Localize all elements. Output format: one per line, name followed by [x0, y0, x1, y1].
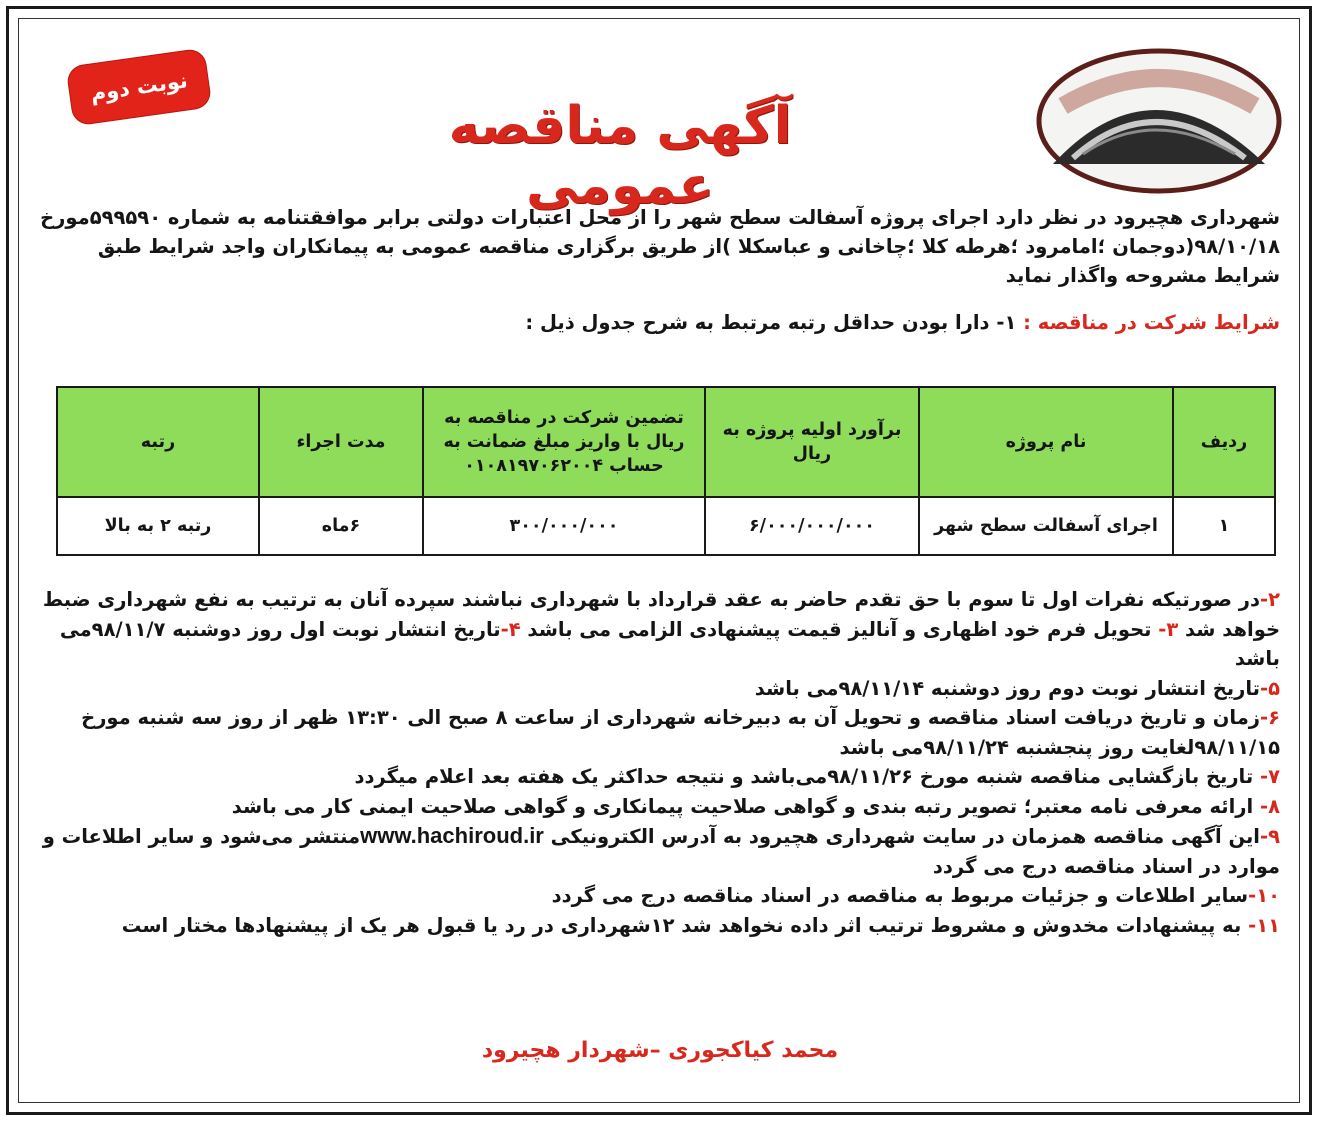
intro-paragraph: شهرداری هچیرود در نظر دارد اجرای پروژه آسفالت سطح شهر را از محل اعتبارات دولتی برابر موافقتنامه به شماره ۵۹۹۵۹۰مورخ ۹۸/۱۰/۱۸(دوجمان ؛امامرود ؛هرطه کلا ؛چاخانی و عباسکلا )از طریق برگزاری مناقصه عمومی به پیمانکاران واجد شرایط طبق شرایط مشروحه واگذار نماید [40, 206, 1280, 287]
item-text: تاریخ انتشار نوبت دوم روز دوشنبه ۹۸/۱۱/۱۴می باشد [754, 676, 1260, 700]
round-badge-label: نوبت دوم [88, 68, 190, 106]
item-number: ۱۰- [1248, 884, 1280, 907]
item-text: ارائه معرفی نامه معتبر؛ تصویر رتبه بندی و گواهی صلاحیت پیمانکاری و گواهی صلاحیت ایمنی کار می باشد [231, 794, 1260, 818]
item-text: زمان و تاریخ دریافت اسناد مناقصه و تحویل آن به دبیرخانه شهرداری از ساعت ۸ صبح الی ۱۳:۳۰ ظهر از روز سه شنبه مورخ ۹۸/۱۱/۱۵لغایت روز پنجشنبه ۹۸/۱۱/۲۴می باشد [81, 706, 1280, 759]
list-item [40, 821, 1280, 881]
header-estimate: برآورد اولیه پروژه به ریال [705, 387, 919, 497]
item-number: ۵- [1260, 676, 1280, 700]
item-text: تاریخ بازگشایی مناقصه شنبه مورخ ۹۸/۱۱/۲۶می‌باشد و نتیجه حداکثر یک هفته بعد اعلام میگردد [354, 765, 1260, 788]
item-number: ۶- [1260, 706, 1280, 729]
list-item [40, 674, 1280, 704]
cell-duration: ۶ماه [259, 497, 423, 555]
list-item [40, 792, 1280, 822]
item-number: ۷- [1260, 765, 1280, 788]
cell-estimate: ۶/۰۰۰/۰۰۰/۰۰۰ [705, 497, 919, 555]
item-text: در صورتیکه نفرات اول تا سوم با حق تقدم حاضر به عقد قرارداد با شهرداری نباشند سپرده آنان به ترتیب به نفع شهرداری ضبط خواهد شد [42, 588, 1280, 641]
cell-grade: رتبه ۲ به بالا [57, 497, 259, 555]
table-header-row [57, 387, 1275, 497]
header-duration: مدت اجراء [259, 387, 423, 497]
hachiroud-municipality-logo-icon [1033, 46, 1285, 196]
item-number: ۴- [500, 617, 521, 641]
cell-row-number: ۱ [1173, 497, 1275, 555]
item-number: ۸- [1260, 794, 1280, 818]
item-number: ۲- [1260, 588, 1280, 611]
signature: محمد کیاکجوری –شهردار هچیرود [481, 1038, 839, 1063]
conditions-list [40, 585, 1280, 940]
item-number: ۹- [1260, 825, 1280, 848]
conditions-text: ۱- دارا بودن حداقل رتبه مرتبط به شرح جدول ذیل : [525, 311, 1024, 334]
website-link[interactable]: www.hachiroud.ir [360, 823, 544, 848]
list-item [40, 762, 1280, 792]
item-text: سایر اطلاعات و جزئیات مربوط به مناقصه در اسناد مناقصه درج می گردد [551, 884, 1249, 907]
item-text: منتشر می‌شود و سایر اطلاعات و موارد در اسناد مناقصه درج می گردد [42, 825, 1280, 878]
item-text: تاریخ انتشار نوبت اول روز دوشنبه ۹۸/۱۱/۷می باشد [59, 617, 1280, 670]
page-title: آگهی مناقصه عمومی [448, 96, 792, 216]
list-item [40, 703, 1280, 762]
item-text: به پیشنهادات مخدوش و مشروط ترتیب اثر داده نخواهد شد ۱۲شهرداری در رد یا قبول هر یک از پیشنهادها مختار است [121, 913, 1249, 937]
item-number: ۱۱- [1248, 913, 1280, 937]
conditions-heading [40, 311, 1280, 334]
list-item [40, 881, 1280, 911]
item-text: تحویل فرم خود اظهاری و آنالیز قیمت پیشنهادی الزامی می باشد [520, 617, 1159, 641]
list-item [40, 911, 1280, 941]
tender-table [56, 386, 1276, 556]
cell-guarantee: ۳۰۰/۰۰۰/۰۰۰ [423, 497, 705, 555]
conditions-label: شرایط شرکت در مناقصه : [1023, 311, 1280, 334]
table-row [57, 497, 1275, 555]
header-row-number: ردیف [1173, 387, 1275, 497]
item-number: ۳- [1158, 617, 1179, 641]
cell-project-name: اجرای آسفالت سطح شهر [919, 497, 1173, 555]
header-project-name: نام پروژه [919, 387, 1173, 497]
item-text: این آگهی مناقصه همزمان در سایت شهرداری هچیرود به آدرس الکترونیکی [543, 825, 1260, 848]
list-item [40, 585, 1280, 674]
header-guarantee: تضمین شرکت در مناقصه به ریال با واریز مبلغ ضمانت به حساب ۰۱۰۸۱۹۷۰۶۲۰۰۴ [423, 387, 705, 497]
header-grade: رتبه [57, 387, 259, 497]
